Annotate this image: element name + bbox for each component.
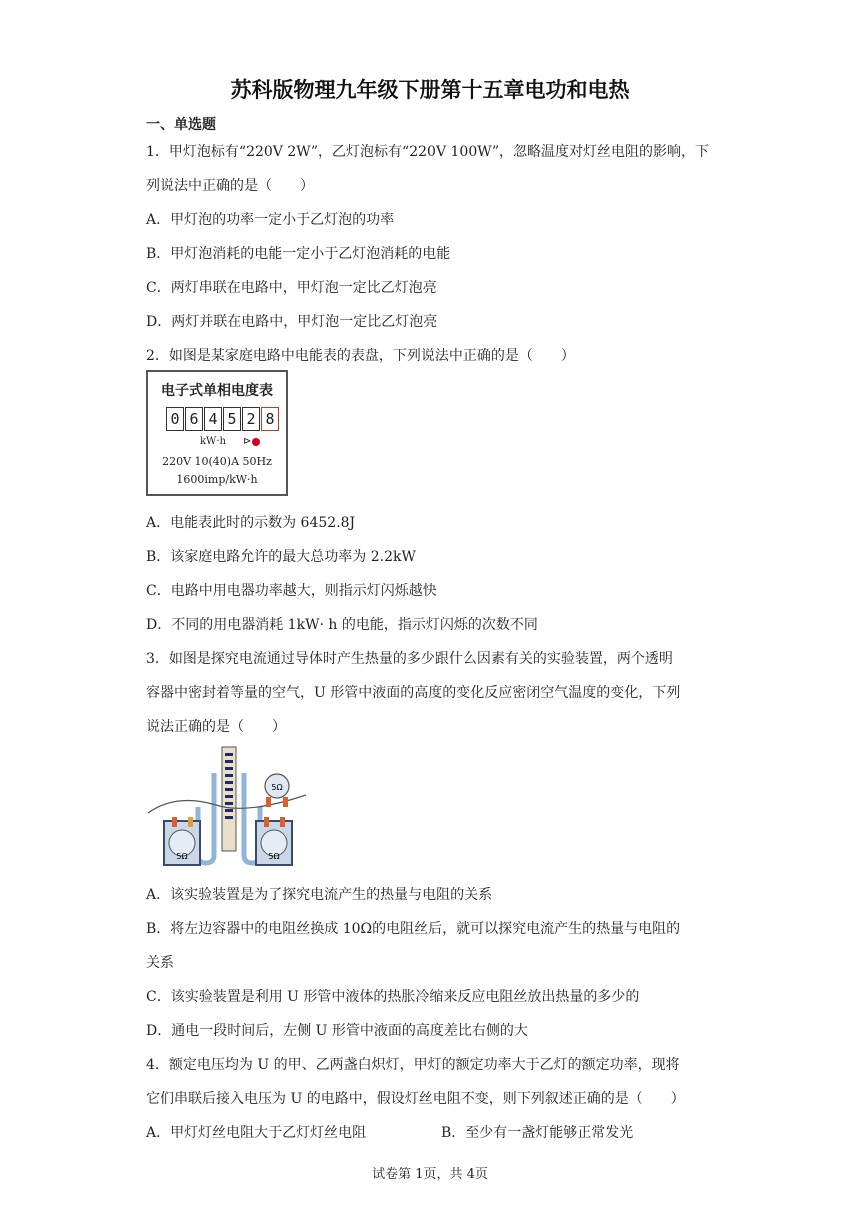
joule-heating-apparatus-figure [146, 745, 308, 869]
q3-option-c: C．该实验装置是利用 U 形管中液体的热胀冷缩来反应电阻丝放出热量的多少的 [146, 989, 640, 1005]
q1-stem-line2: 列说法中正确的是（ ） [146, 178, 314, 194]
resistor-left-label: 5Ω [176, 852, 188, 861]
meter-digit: 4 [204, 407, 222, 431]
electricity-meter-figure [146, 370, 288, 496]
meter-spec-constant: 1600imp/kW·h [176, 473, 258, 486]
meter-digit: 0 [166, 407, 184, 431]
q3-stem-line3: 说法正确的是（ ） [146, 719, 286, 735]
q1-option-a: A．甲灯泡的功率一定小于乙灯泡的功率 [146, 212, 395, 228]
q4-stem-line2: 它们串联后接入电压为 U 的电路中，假设灯丝电阻不变，则下列叙述正确的是（ ） [146, 1091, 685, 1107]
q3-option-b-line2: 关系 [146, 955, 174, 971]
meter-digit: 6 [185, 407, 203, 431]
q4-option-b: B．至少有一盏灯能够正常发光 [441, 1125, 634, 1141]
section-heading: 一、单选题 [146, 117, 216, 133]
q2-stem: 2．如图是某家庭电路中电能表的表盘，下列说法中正确的是（ ） [146, 348, 575, 364]
meter-digit: 2 [242, 407, 260, 431]
q3-option-b-line1: B．将左边容器中的电阻丝换成 10Ω的电阻丝后，就可以探究电流产生的热量与电阻的 [146, 921, 681, 937]
led-symbol: ⊳ [243, 436, 252, 447]
page-footer: 试卷第 1页，共 4页 [372, 1167, 488, 1182]
indicator-led-icon [243, 436, 260, 447]
q3-stem-line2: 容器中密封着等量的空气，U 形管中液面的高度的变化反应密闭空气温度的变化，下列 [146, 685, 681, 701]
q1-stem-line1: 1．甲灯泡标有“220V 2W”，乙灯泡标有“220V 100W”，忽略温度对灯丝电阻的影响，下 [146, 144, 710, 160]
q2-option-a: A．电能表此时的示数为 6452.8J [146, 515, 356, 531]
meter-digit-decimal: 8 [261, 407, 279, 431]
q4-stem-line1: 4．额定电压均为 U 的甲、乙两盏白炽灯，甲灯的额定功率大于乙灯的额定功率，现将 [146, 1057, 680, 1073]
meter-title: 电子式单相电度表 [161, 383, 273, 399]
meter-digits [166, 407, 280, 431]
meter-spec-rating: 220V 10(40)A 50Hz [162, 455, 272, 468]
q3-option-a: A．该实验装置是为了探究电流产生的热量与电阻的关系 [146, 887, 493, 903]
q4-option-a: A．甲灯灯丝电阻大于乙灯灯丝电阻 [146, 1125, 367, 1141]
meter-unit: kW·h [200, 436, 226, 447]
resistor-right-label: 5Ω [268, 852, 280, 861]
q3-stem-line1: 3．如图是探究电流通过导体时产生热量的多少跟什么因素有关的实验装置，两个透明 [146, 651, 673, 667]
q3-option-d: D．通电一段时间后，左侧 U 形管中液面的高度差比右侧的大 [146, 1023, 528, 1039]
q1-option-b: B．甲灯泡消耗的电能一定小于乙灯泡消耗的电能 [146, 246, 451, 262]
q2-option-d: D．不同的用电器消耗 1kW· h 的电能，指示灯闪烁的次数不同 [146, 617, 538, 633]
resistor-top-label: 5Ω [271, 783, 283, 792]
meter-digit: 5 [223, 407, 241, 431]
q2-option-c: C．电路中用电器功率越大，则指示灯闪烁越快 [146, 583, 437, 599]
page-title: 苏科版物理九年级下册第十五章电功和电热 [230, 78, 630, 102]
q1-option-d: D．两灯并联在电路中，甲灯泡一定比乙灯泡亮 [146, 314, 438, 330]
q2-option-b: B．该家庭电路允许的最大总功率为 2.2kW [146, 549, 416, 565]
q1-option-c: C．两灯串联在电路中，甲灯泡一定比乙灯泡亮 [146, 280, 437, 296]
